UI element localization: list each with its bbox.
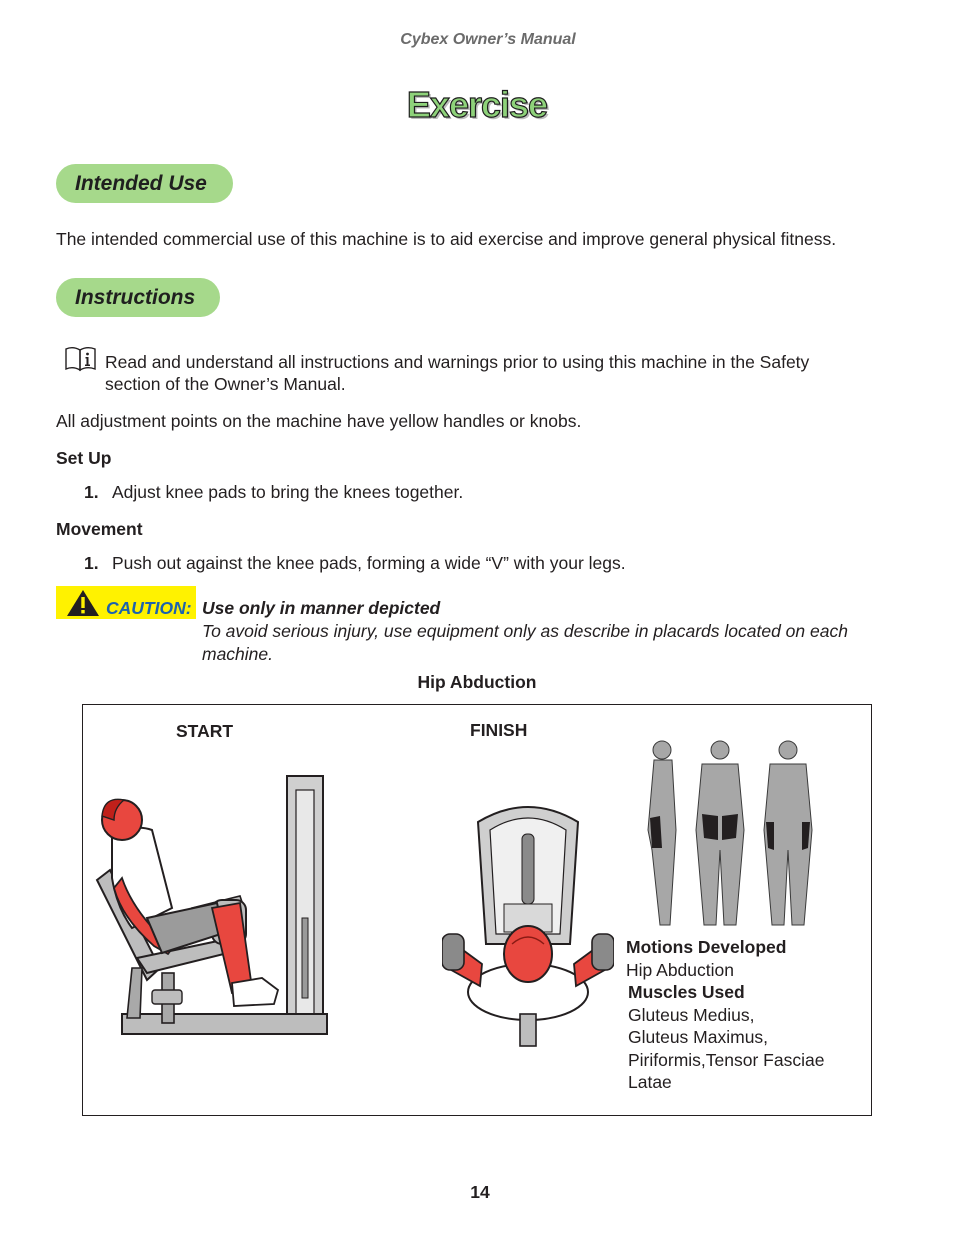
muscles-line2: Gluteus Maximus, <box>628 1027 769 1047</box>
intended-use-heading: Intended Use <box>56 164 233 203</box>
muscle-diagram <box>640 740 826 928</box>
caution-label: CAUTION: <box>106 598 192 618</box>
movement-step-number: 1. <box>84 553 99 573</box>
caution-line2: machine. <box>202 644 274 664</box>
muscles-heading: Muscles Used <box>628 982 745 1002</box>
intended-use-text: The intended commercial use of this machine is to aid exercise and improve general physical fitness. <box>56 229 837 249</box>
muscles-line3: Piriformis,Tensor Fasciae <box>628 1050 825 1070</box>
read-instructions-line2: section of the Owner’s Manual. <box>105 374 346 394</box>
figure-caption: Hip Abduction <box>417 672 537 692</box>
finish-position-illustration <box>442 794 614 1050</box>
start-label: START <box>176 721 234 741</box>
motions-heading: Motions Developed <box>626 937 787 957</box>
page-number: 14 <box>470 1182 490 1202</box>
instructions-heading: Instructions <box>56 278 220 317</box>
page-title: Exercise <box>406 84 548 125</box>
setup-step-number: 1. <box>84 482 99 502</box>
book-info-icon <box>64 346 97 372</box>
caution-title: Use only in manner depicted <box>202 598 441 618</box>
start-position-illustration <box>92 768 332 1044</box>
setup-heading: Set Up <box>56 448 112 468</box>
caution-badge <box>56 586 196 619</box>
warning-triangle-icon <box>66 589 100 617</box>
muscles-line1: Gluteus Medius, <box>628 1005 755 1025</box>
running-header: Cybex Owner’s Manual <box>400 31 576 48</box>
caution-line1: To avoid serious injury, use equipment only as describe in placards located on each <box>202 621 848 641</box>
setup-step-text: Adjust knee pads to bring the knees together. <box>112 482 464 502</box>
adjustment-note: All adjustment points on the machine have yellow handles or knobs. <box>56 411 582 431</box>
read-instructions-line1: Read and understand all instructions and warnings prior to using this machine in the Safety <box>105 352 810 372</box>
muscles-line4: Latae <box>628 1072 672 1092</box>
movement-heading: Movement <box>56 519 143 539</box>
movement-step-text: Push out against the knee pads, forming a wide “V” with your legs. <box>112 553 626 573</box>
finish-label: FINISH <box>470 720 528 740</box>
motions-value: Hip Abduction <box>626 960 734 980</box>
